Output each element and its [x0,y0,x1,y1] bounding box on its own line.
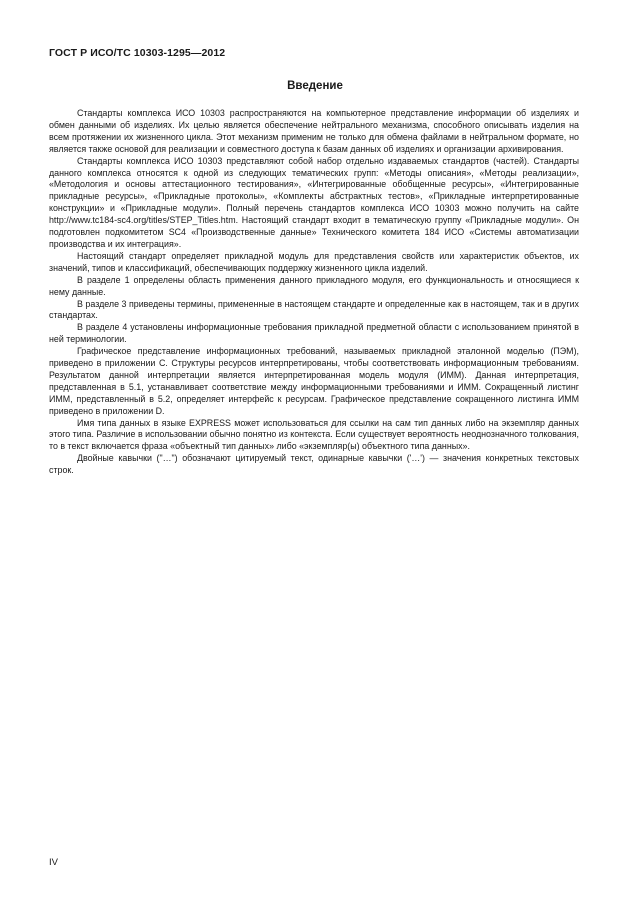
paragraph: Стандарты комплекса ИСО 10303 распространяются на компьютерное представление информации об изделиях и обмен данными об изделиях. Их целью является обеспечение нейтрального механизма, способного описывать изделия на всем протяжении их жизненного цикла. Этот механизм применим не только для обмена файлами в нейтральном формате, но является также основой для реализации и совместного доступа к базам данных об изделиях и организации архивирования. [49,108,579,154]
body-text [49,108,579,477]
paragraph: Графическое представление информационных требований, называемых прикладной эталонной моделью (ПЭМ), приведено в приложении С. Структуры ресурсов интерпретированы, чтобы соответствовать информационным требованиям. Результатом данной интерпретации является интерпретированная модель модуля (ИММ). Данная интерпретация, представленная в 5.1, устанавливает соответствие между информационными требованиями и ИММ. Сокращенный листинг ИММ, представленный в 5.2, определяет интерфейс к ресурсам. Графическое представление сокращенного листинга ИММ приведено в приложении D. [49,346,579,416]
paragraph: В разделе 3 приведены термины, примененные в настоящем стандарте и определенные как в настоящем, так и в других стандартах. [49,298,579,321]
section-title: Введение [287,80,343,92]
paragraph: В разделе 4 установлены информационные требования прикладной предметной области с использованием принятой в ней терминологии. [49,322,579,345]
paragraph: Двойные кавычки ("…") обозначают цитируемый текст, одинарные кавычки ('…') — значения конкретных текстовых строк. [49,453,579,476]
page-number: IV [49,857,58,868]
paragraph: Стандарты комплекса ИСО 10303 представляют собой набор отдельно издаваемых стандартов (частей). Стандарты данного комплекса относятся к одной из следующих тематических групп: «Методы описания», «Методы реализации», «Методология и основы аттестационного тестирования», «Интегрированные обобщенные ресурсы», «Интегрированные прикладные ресурсы», «Прикладные протоколы», «Комплекты абстрактных тестов», «Прикладные интерпретированные конструкции» и «Прикладные модули». Полный перечень стандартов комплекса ИСО 10303 можно получить на сайте http://www.tc184-sc4.org/titles/STEP_Titles.htm. Настоящий стандарт входит в тематическую группу «Прикладные модули». Он подготовлен подкомитетом SC4 «Производственные данные» Технического комитета 184 ИСО «Системы автоматизации производства и их интеграция». [49,155,579,249]
paragraph: В разделе 1 определены область применения данного прикладного модуля, его функциональность и относящиеся к нему данные. [49,274,579,297]
paragraph: Имя типа данных в языке EXPRESS может использоваться для ссылки на сам тип данных либо на экземпляр данных этого типа. Различие в использовании обычно понятно из контекста. Если существует вероятность неоднозначного толкования, то в текст включается фраза «объектный тип данных» либо «экземпляр(ы) объектного типа данных». [49,417,579,452]
document-header: ГОСТ Р ИСО/ТС 10303-1295—2012 [49,47,226,59]
paragraph: Настоящий стандарт определяет прикладной модуль для представления свойств или характеристик объектов, их значений, типов и классификаций, обеспечивающих поддержку жизненного цикла изделий. [49,250,579,273]
